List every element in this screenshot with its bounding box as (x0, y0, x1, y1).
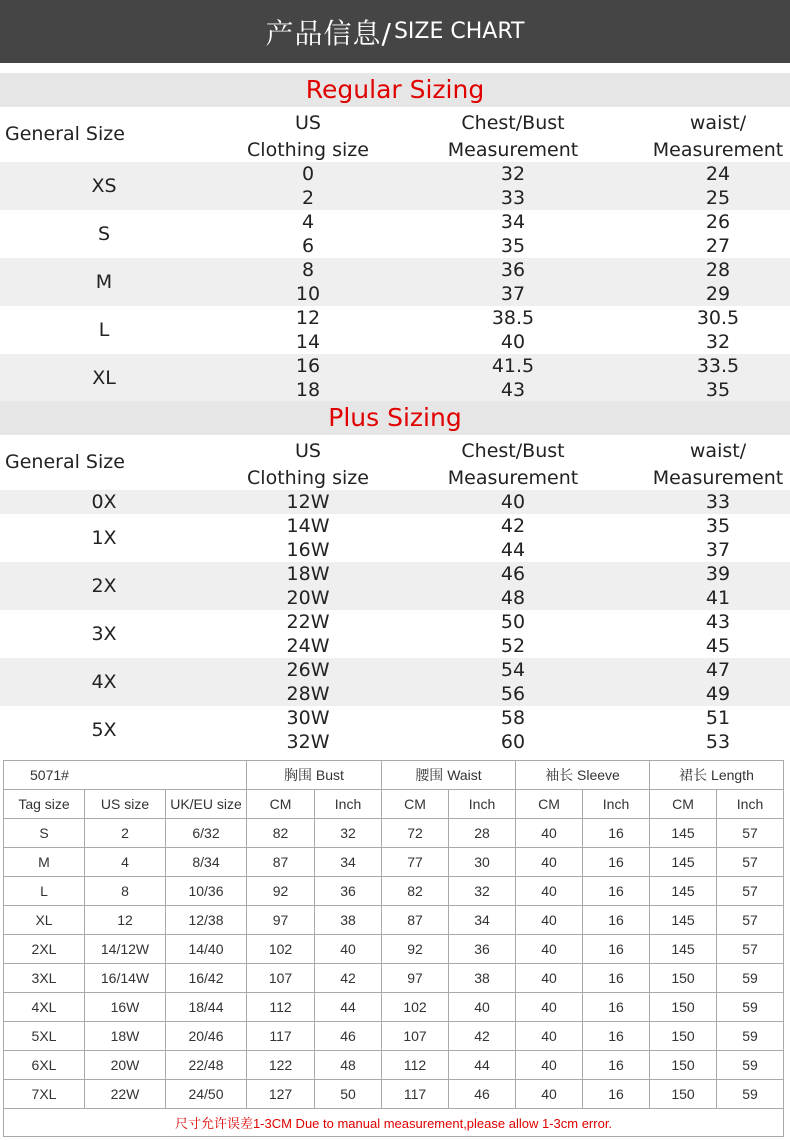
chest-cell: 50 (500, 611, 526, 633)
general-size-cell: 5X (91, 719, 117, 741)
waist-cell: 41 (705, 587, 731, 609)
size-group-row (0, 610, 790, 658)
table-cell: 2 (85, 819, 166, 848)
table-cell: 38 (449, 964, 516, 993)
table-cell: 112 (382, 1051, 449, 1080)
table-row (4, 1022, 784, 1051)
general-size-cell: 1X (91, 527, 117, 549)
column-header-cell: CM (516, 790, 583, 819)
table-subheader-row (4, 790, 784, 819)
waist-cell: 45 (705, 635, 731, 657)
us-size-cell: 32W (286, 731, 330, 753)
table-row (4, 819, 784, 848)
general-size-cell: 4X (91, 671, 117, 693)
table-row (4, 935, 784, 964)
waist-header-line: Measurement (652, 467, 784, 489)
column-header-row (0, 107, 790, 162)
table-cell: 16/42 (166, 964, 247, 993)
size-group-row (0, 514, 790, 562)
chest-header-line: Measurement (447, 139, 579, 161)
table-cell: 16 (583, 1022, 650, 1051)
us-size-header-line: Clothing size (247, 139, 369, 161)
general-size-cell: XL (92, 367, 116, 389)
table-cell: 34 (449, 906, 516, 935)
waist-header (643, 110, 790, 164)
chest-cell: 36 (500, 259, 526, 281)
table-cell: 10/36 (166, 877, 247, 906)
column-header-cell: Inch (717, 790, 784, 819)
waist-cell: 43 (705, 611, 731, 633)
chest-cell: 38.5 (491, 307, 535, 329)
table-cell: 102 (382, 993, 449, 1022)
table-cell: 107 (247, 964, 315, 993)
table-cell: S (4, 819, 85, 848)
table-cell: 7XL (4, 1080, 85, 1109)
us-size-cell: 22W (286, 611, 330, 633)
chest-cell: 32 (500, 163, 526, 185)
table-cell: 18W (85, 1022, 166, 1051)
chest-cell: 46 (500, 563, 526, 585)
group-header-cell: 裙长 Length (650, 761, 784, 790)
table-cell: 12 (85, 906, 166, 935)
waist-cell: 53 (705, 731, 731, 753)
column-header-cell: US size (85, 790, 166, 819)
table-cell: 14/12W (85, 935, 166, 964)
table-cell: 82 (382, 877, 449, 906)
us-size-cell: 6 (301, 235, 315, 257)
table-cell: 92 (382, 935, 449, 964)
table-cell: 40 (516, 819, 583, 848)
us-size-cell: 26W (286, 659, 330, 681)
table-cell: 38 (315, 906, 382, 935)
chest-cell: 40 (500, 491, 526, 513)
table-cell: 150 (650, 1051, 717, 1080)
waist-header (643, 438, 790, 492)
table-header-row (4, 761, 784, 790)
us-size-cell: 16W (286, 539, 330, 561)
general-size-cell: S (97, 223, 111, 245)
table-cell: 46 (449, 1080, 516, 1109)
table-cell: 16/14W (85, 964, 166, 993)
size-group-row (0, 354, 790, 402)
table-cell: 40 (516, 877, 583, 906)
table-cell: 20W (85, 1051, 166, 1080)
table-cell: 30 (449, 848, 516, 877)
chest-cell: 35 (500, 235, 526, 257)
table-cell: 150 (650, 1080, 717, 1109)
table-cell: 32 (449, 877, 516, 906)
table-cell: 48 (315, 1051, 382, 1080)
table-cell: 145 (650, 877, 717, 906)
us-size-cell: 14W (286, 515, 330, 537)
group-header-cell: 腰围 Waist (382, 761, 516, 790)
waist-cell: 51 (705, 707, 731, 729)
waist-cell: 37 (705, 539, 731, 561)
waist-header-line: waist/ (689, 440, 747, 462)
chest-cell: 60 (500, 731, 526, 753)
style-number-cell: 5071# (4, 761, 247, 790)
general-size-cell: L (98, 319, 110, 341)
table-cell: 57 (717, 848, 784, 877)
table-cell: 40 (516, 964, 583, 993)
waist-header-line: Measurement (652, 139, 784, 161)
table-cell: 28 (449, 819, 516, 848)
table-cell: 150 (650, 1022, 717, 1051)
waist-cell: 25 (705, 187, 731, 209)
us-size-cell: 2 (301, 187, 315, 209)
general-size-cell: 0X (91, 491, 117, 513)
table-cell: 22/48 (166, 1051, 247, 1080)
table-cell: 4XL (4, 993, 85, 1022)
table-cell: 16 (583, 1080, 650, 1109)
us-size-header (233, 110, 383, 164)
table-cell: 59 (717, 1051, 784, 1080)
table-cell: 34 (315, 848, 382, 877)
table-cell: L (4, 877, 85, 906)
waist-cell: 33.5 (696, 355, 740, 377)
table-cell: 44 (449, 1051, 516, 1080)
table-cell: 16 (583, 819, 650, 848)
size-group-row (0, 490, 790, 514)
table-cell: 77 (382, 848, 449, 877)
section-title: Plus Sizing (0, 401, 790, 435)
table-cell: 112 (247, 993, 315, 1022)
table-cell: 4 (85, 848, 166, 877)
table-cell: 57 (717, 935, 784, 964)
table-cell: 6/32 (166, 819, 247, 848)
table-cell: M (4, 848, 85, 877)
table-row (4, 877, 784, 906)
general-size-cell: XS (91, 175, 117, 197)
table-cell: 57 (717, 877, 784, 906)
table-row (4, 848, 784, 877)
table-cell: 57 (717, 906, 784, 935)
table-cell: 8 (85, 877, 166, 906)
waist-cell: 39 (705, 563, 731, 585)
table-cell: 150 (650, 964, 717, 993)
table-cell: 40 (516, 1051, 583, 1080)
size-group-row (0, 258, 790, 306)
size-group-row (0, 562, 790, 610)
size-group-row (0, 210, 790, 258)
table-cell: 16 (583, 877, 650, 906)
waist-cell: 35 (705, 379, 731, 401)
table-cell: 102 (247, 935, 315, 964)
chest-cell: 54 (500, 659, 526, 681)
column-header-cell: Inch (449, 790, 516, 819)
table-cell: 117 (382, 1080, 449, 1109)
chest-header-line: Chest/Bust (461, 440, 565, 462)
us-size-cell: 16 (295, 355, 321, 377)
us-size-header-line: Clothing size (247, 467, 369, 489)
table-cell: 18/44 (166, 993, 247, 1022)
us-size-header-line: US (295, 112, 321, 134)
table-cell: 22W (85, 1080, 166, 1109)
chest-cell: 34 (500, 211, 526, 233)
size-group-row (0, 658, 790, 706)
table-cell: 117 (247, 1022, 315, 1051)
table-cell: 16 (583, 935, 650, 964)
table-cell: 59 (717, 993, 784, 1022)
table-cell: 16 (583, 993, 650, 1022)
size-group-row (0, 162, 790, 210)
table-cell: 127 (247, 1080, 315, 1109)
chest-cell: 40 (500, 331, 526, 353)
table-cell: 36 (449, 935, 516, 964)
chest-header-line: Chest/Bust (461, 112, 565, 134)
table-cell: 40 (516, 993, 583, 1022)
table-cell: 16 (583, 1051, 650, 1080)
us-size-cell: 28W (286, 683, 330, 705)
size-group-row (0, 706, 790, 754)
chest-header (438, 110, 588, 164)
table-cell: 97 (247, 906, 315, 935)
us-size-cell: 30W (286, 707, 330, 729)
table-cell: XL (4, 906, 85, 935)
table-cell: 8/34 (166, 848, 247, 877)
table-cell: 16W (85, 993, 166, 1022)
waist-cell: 24 (705, 163, 731, 185)
table-cell: 145 (650, 848, 717, 877)
table-cell: 12/38 (166, 906, 247, 935)
us-size-cell: 20W (286, 587, 330, 609)
general-size-cell: M (95, 271, 113, 293)
table-cell: 16 (583, 848, 650, 877)
table-cell: 5XL (4, 1022, 85, 1051)
group-header-cell: 袖长 Sleeve (516, 761, 650, 790)
table-cell: 42 (315, 964, 382, 993)
table-cell: 59 (717, 1080, 784, 1109)
column-header-cell: UK/EU size (166, 790, 247, 819)
table-cell: 57 (717, 819, 784, 848)
table-cell: 40 (516, 1022, 583, 1051)
table-row (4, 1080, 784, 1109)
table-cell: 59 (717, 1022, 784, 1051)
table-cell: 145 (650, 819, 717, 848)
table-cell: 20/46 (166, 1022, 247, 1051)
table-cell: 40 (516, 935, 583, 964)
us-size-cell: 8 (301, 259, 315, 281)
chest-cell: 48 (500, 587, 526, 609)
table-cell: 82 (247, 819, 315, 848)
note-row (4, 1109, 784, 1137)
table-cell: 2XL (4, 935, 85, 964)
table-row (4, 1051, 784, 1080)
table-cell: 3XL (4, 964, 85, 993)
waist-cell: 47 (705, 659, 731, 681)
waist-cell: 30.5 (696, 307, 740, 329)
table-cell: 16 (583, 964, 650, 993)
waist-cell: 35 (705, 515, 731, 537)
table-cell: 92 (247, 877, 315, 906)
waist-header-line: waist/ (689, 112, 747, 134)
table-cell: 87 (382, 906, 449, 935)
table-cell: 24/50 (166, 1080, 247, 1109)
column-header-cell: Inch (315, 790, 382, 819)
chest-header (438, 438, 588, 492)
us-size-cell: 18 (295, 379, 321, 401)
chest-cell: 42 (500, 515, 526, 537)
table-cell: 42 (449, 1022, 516, 1051)
us-size-cell: 0 (301, 163, 315, 185)
chest-header-line: Measurement (447, 467, 579, 489)
table-cell: 145 (650, 935, 717, 964)
waist-cell: 29 (705, 283, 731, 305)
chest-cell: 58 (500, 707, 526, 729)
us-size-header-line: US (295, 440, 321, 462)
general-size-cell: 3X (91, 623, 117, 645)
table-cell: 87 (247, 848, 315, 877)
table-cell: 107 (382, 1022, 449, 1051)
table-cell: 122 (247, 1051, 315, 1080)
us-size-cell: 18W (286, 563, 330, 585)
table-cell: 6XL (4, 1051, 85, 1080)
measurement-table (3, 760, 784, 1137)
waist-cell: 49 (705, 683, 731, 705)
table-cell: 145 (650, 906, 717, 935)
table-cell: 50 (315, 1080, 382, 1109)
waist-cell: 26 (705, 211, 731, 233)
chest-cell: 43 (500, 379, 526, 401)
chest-cell: 52 (500, 635, 526, 657)
general-size-header: General Size (5, 451, 125, 473)
us-size-cell: 10 (295, 283, 321, 305)
chest-cell: 41.5 (491, 355, 535, 377)
waist-cell: 28 (705, 259, 731, 281)
table-cell: 40 (516, 1080, 583, 1109)
plus-sizing-section (0, 401, 790, 754)
us-size-cell: 4 (301, 211, 315, 233)
table-cell: 40 (516, 906, 583, 935)
column-header-cell: CM (650, 790, 717, 819)
us-size-cell: 12W (286, 491, 330, 513)
column-header-cell: Tag size (4, 790, 85, 819)
general-size-header: General Size (5, 123, 125, 145)
table-cell: 59 (717, 964, 784, 993)
table-row (4, 964, 784, 993)
waist-cell: 32 (705, 331, 731, 353)
table-cell: 32 (315, 819, 382, 848)
general-size-cell: 2X (91, 575, 117, 597)
table-cell: 72 (382, 819, 449, 848)
chest-cell: 33 (500, 187, 526, 209)
waist-cell: 33 (705, 491, 731, 513)
column-header-cell: Inch (583, 790, 650, 819)
waist-cell: 27 (705, 235, 731, 257)
table-cell: 14/40 (166, 935, 247, 964)
size-group-row (0, 306, 790, 354)
column-header-cell: CM (247, 790, 315, 819)
header-title-en: SIZE CHART (393, 19, 525, 44)
error-note: 尺寸允许误差1-3CM Due to manual measurement,please allow 1-3cm error. (4, 1109, 784, 1137)
table-cell: 97 (382, 964, 449, 993)
chest-cell: 44 (500, 539, 526, 561)
table-cell: 36 (315, 877, 382, 906)
chest-cell: 56 (500, 683, 526, 705)
table-cell: 16 (583, 906, 650, 935)
table-cell: 150 (650, 993, 717, 1022)
regular-sizing-section (0, 73, 790, 402)
us-size-header (233, 438, 383, 492)
us-size-cell: 14 (295, 331, 321, 353)
group-header-cell: 胸围 Bust (247, 761, 382, 790)
table-row (4, 993, 784, 1022)
table-row (4, 906, 784, 935)
size-chart-header (0, 0, 790, 63)
us-size-cell: 24W (286, 635, 330, 657)
section-title: Regular Sizing (0, 73, 790, 107)
table-cell: 46 (315, 1022, 382, 1051)
column-header-cell: CM (382, 790, 449, 819)
us-size-cell: 12 (295, 307, 321, 329)
table-cell: 40 (315, 935, 382, 964)
table-cell: 44 (315, 993, 382, 1022)
column-header-row (0, 435, 790, 490)
chest-cell: 37 (500, 283, 526, 305)
header-title-cn: 产品信息/ (265, 16, 392, 50)
table-cell: 40 (516, 848, 583, 877)
table-cell: 40 (449, 993, 516, 1022)
